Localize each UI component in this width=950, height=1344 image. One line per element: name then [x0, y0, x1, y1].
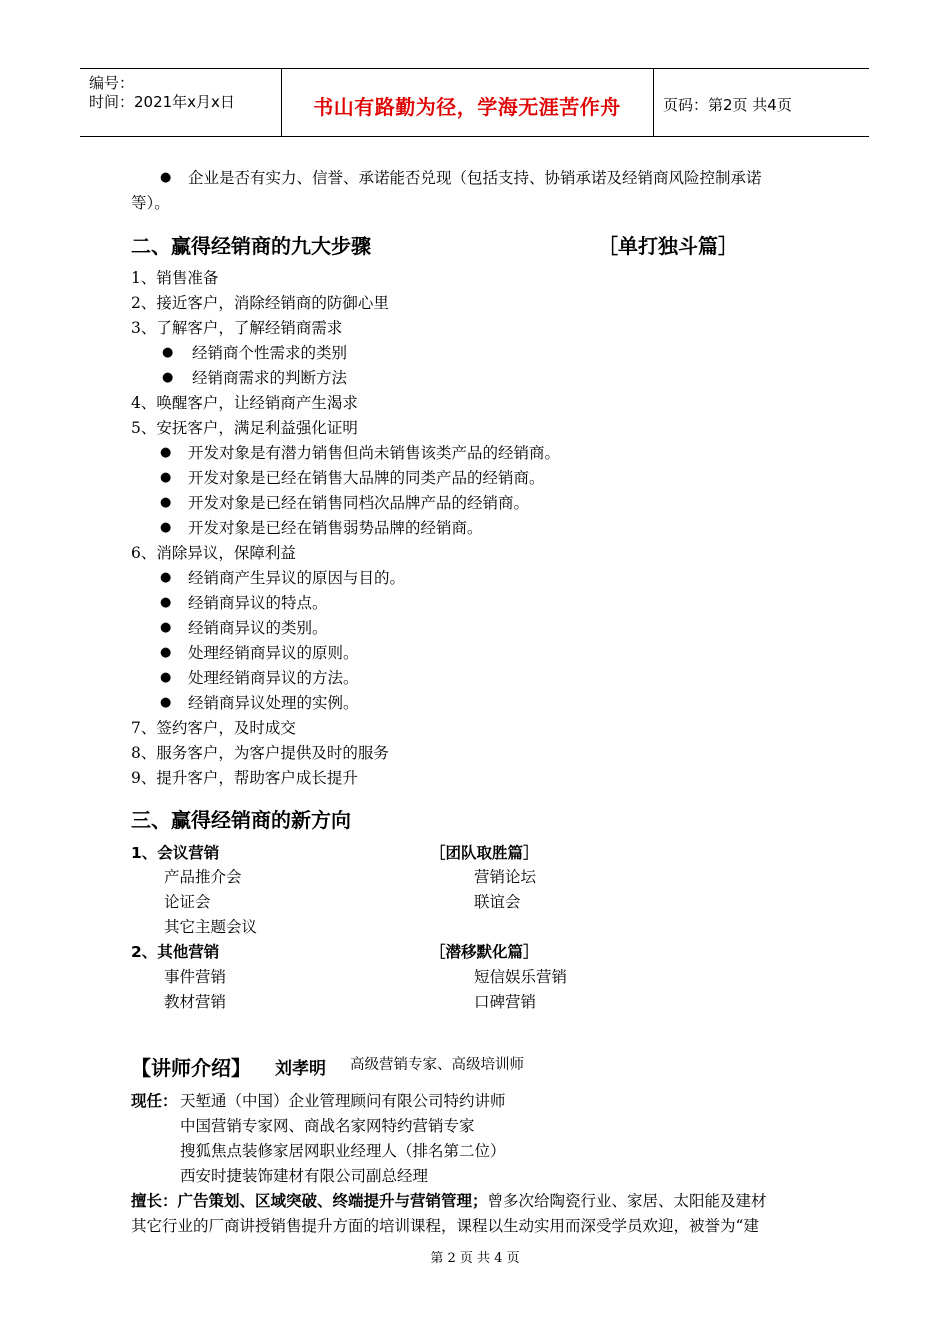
page-footer: 第 2 页 共 4 页: [430, 1251, 520, 1266]
position-2: 中国营销专家网、商战名家网特约营销专家: [180, 1117, 475, 1135]
bullet-icon: ●: [162, 345, 174, 360]
step6-bullet-6: 经销商异议处理的实例。: [188, 694, 359, 712]
position-1: 天堑通（中国）企业管理顾问有限公司特约讲师: [180, 1092, 506, 1110]
step3-bullet-2: 经销商需求的判断方法: [192, 369, 348, 387]
group1-left-2: 论证会: [164, 893, 211, 911]
group1-title: 1、会议营销: [131, 844, 220, 862]
header-cell-info: [80, 69, 282, 136]
step3-bullet-1: 经销商个性需求的类别: [192, 344, 348, 362]
expertise-text-1: 曾多次给陶瓷行业、家居、太阳能及建材: [487, 1192, 767, 1210]
step6-bullet-5: 处理经销商异议的方法。: [188, 669, 359, 687]
page-header: [80, 68, 869, 137]
group2-title: 2、其他营销: [131, 943, 220, 961]
intro-line-1: 企业是否有实力、信誉、承诺能否兑现（包括支持、协销承诺及经销商风险控制承诺: [188, 169, 762, 187]
bullet-icon: ●: [160, 470, 172, 485]
bullet-icon: ●: [160, 645, 172, 660]
step6-bullet-2: 经销商异议的特点。: [188, 594, 328, 612]
bullet-icon: ●: [160, 495, 172, 510]
section2-title: 二、赢得经销商的九大步骤: [131, 234, 371, 258]
intro-line-2: 等）。: [131, 194, 170, 212]
position-3: 搜狐焦点装修家居网职业经理人（排名第二位）: [180, 1142, 506, 1160]
bullet-icon: ●: [160, 170, 172, 185]
step5-bullet-4: 开发对象是已经在销售弱势品牌的经销商。: [188, 519, 483, 537]
group1-right-1: 营销论坛: [474, 868, 537, 886]
group1-left-3: 其它主题会议: [164, 918, 258, 936]
step-7: 7、签约客户，及时成交: [131, 719, 296, 737]
section2-tag: ［单打独斗篇］: [598, 234, 738, 258]
step5-bullet-3: 开发对象是已经在销售同档次品牌产品的经销商。: [188, 494, 530, 512]
step6-bullet-4: 处理经销商异议的原则。: [188, 644, 359, 662]
expertise-line-2: 其它行业的厂商讲授销售提升方面的培训课程，课程以生动实用而深受学员欢迎，被誉为“建: [131, 1217, 759, 1235]
step6-bullet-1: 经销商产生异议的原因与目的。: [188, 569, 406, 587]
step-1: 1、销售准备: [131, 269, 219, 287]
step-4: 4、唤醒客户，让经销商产生渴求: [131, 394, 358, 412]
bullet-icon: ●: [160, 620, 172, 635]
step-6: 6、消除异议，保障利益: [131, 544, 296, 562]
step-3: 3、了解客户，了解经销商需求: [131, 319, 343, 337]
group1-tag: ［团队取胜篇］: [430, 844, 539, 862]
current-label: 现任：: [131, 1092, 178, 1110]
step5-bullet-2: 开发对象是已经在销售大品牌的同类产品的经销商。: [188, 469, 545, 487]
bullet-icon: ●: [160, 520, 172, 535]
step5-bullet-1: 开发对象是有潜力销售但尚未销售该类产品的经销商。: [188, 444, 561, 462]
bullet-icon: ●: [162, 370, 174, 385]
section3-title: 三、赢得经销商的新方向: [131, 808, 351, 832]
lecturer-heading: 【讲师介绍】: [131, 1056, 251, 1080]
group1-right-2: 联谊会: [474, 893, 521, 911]
lecturer-titles: 高级营销专家、高级培训师: [350, 1057, 524, 1073]
header-cell-page: [654, 69, 869, 136]
group2-left-1: 事件营销: [164, 968, 227, 986]
step-5: 5、安抚客户，满足利益强化证明: [131, 419, 358, 437]
group2-left-2: 教材营销: [164, 993, 227, 1011]
bullet-icon: ●: [160, 595, 172, 610]
group2-tag: ［潜移默化篇］: [430, 943, 539, 961]
date-label: 时间：2021年x月x日: [89, 93, 235, 111]
position-4: 西安时捷装饰建材有限公司副总经理: [180, 1167, 429, 1185]
lecturer-name: 刘孝明: [275, 1059, 326, 1079]
step6-bullet-3: 经销商异议的类别。: [188, 619, 328, 637]
motto: 书山有路勤为径，学海无涯苦作舟: [313, 95, 621, 119]
step-8: 8、服务客户，为客户提供及时的服务: [131, 744, 389, 762]
expertise-label: 擅长：广告策划、区域突破、终端提升与营销管理；: [131, 1192, 488, 1210]
expertise-line-1: [131, 1191, 767, 1211]
bullet-icon: ●: [160, 445, 172, 460]
bullet-icon: ●: [160, 695, 172, 710]
bullet-icon: ●: [160, 570, 172, 585]
step-9: 9、提升客户，帮助客户成长提升: [131, 769, 358, 787]
step-2: 2、接近客户，消除经销商的防御心里: [131, 294, 389, 312]
number-label: 编号：: [89, 74, 135, 92]
bullet-icon: ●: [160, 670, 172, 685]
group2-right-2: 口碑营销: [474, 993, 537, 1011]
group1-left-1: 产品推介会: [164, 868, 242, 886]
header-cell-motto: [281, 69, 654, 136]
page-label: 页码：第2页 共4页: [663, 96, 792, 114]
group2-right-1: 短信娱乐营销: [474, 968, 568, 986]
